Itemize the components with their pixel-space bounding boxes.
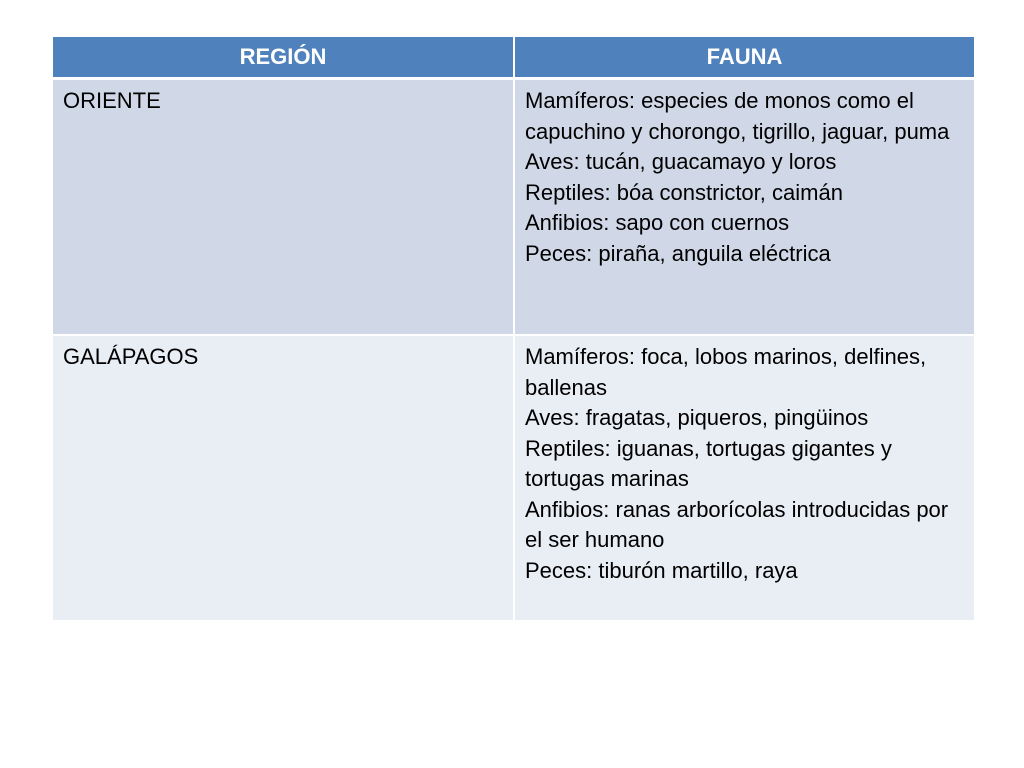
fauna-line: Mamíferos: especies de monos como el capuchino y chorongo, tigrillo, jaguar, puma [525,88,950,144]
fauna-line: Reptiles: bóa constrictor, caimán [525,179,843,205]
region-cell: GALÁPAGOS [53,336,515,620]
fauna-line: Anfibios: ranas arborícolas introducidas por el ser humano [525,496,949,552]
fauna-line: Mamíferos: foca, lobos marinos, delfines, ballenas [525,344,927,400]
table-row [53,336,974,620]
fauna-line: Peces: tiburón martillo, raya [525,557,798,583]
header-fauna: FAUNA [515,37,974,80]
fauna-line: Reptiles: iguanas, tortugas gigantes y tortugas marinas [525,435,892,491]
header-region: REGIÓN [53,37,515,80]
table-header-row [53,37,974,80]
fauna-cell [515,80,974,336]
fauna-table [53,37,974,620]
table-row [53,80,974,336]
fauna-line: Peces: piraña, anguila eléctrica [525,240,831,266]
region-cell: ORIENTE [53,80,515,336]
fauna-line: Anfibios: sapo con cuernos [525,210,790,235]
fauna-line: Aves: tucán, guacamayo y loros [525,149,837,174]
fauna-line: Aves: fragatas, piqueros, pingüinos [525,405,869,430]
fauna-cell [515,336,974,620]
